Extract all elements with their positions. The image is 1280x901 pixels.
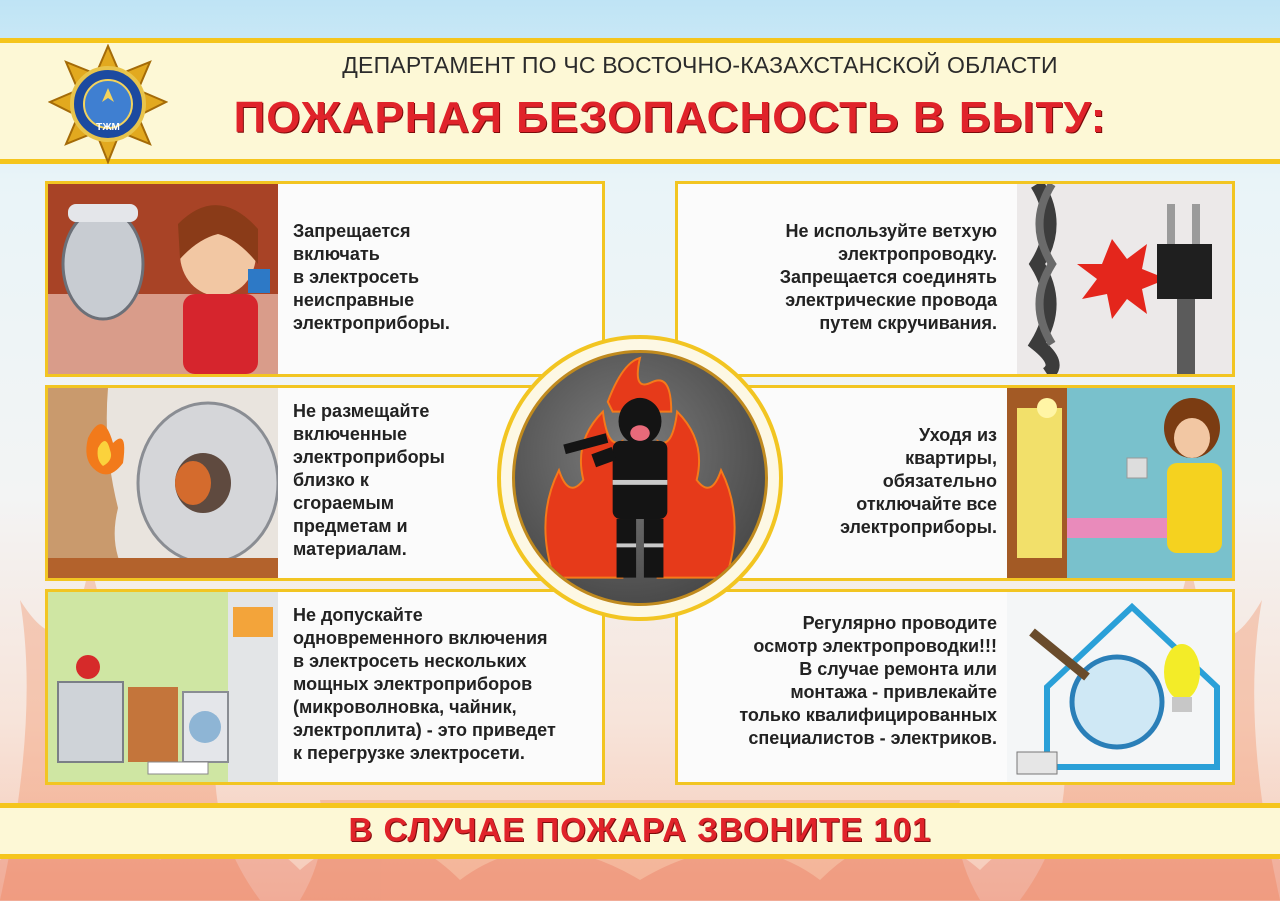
house-wiring-inspection-illustration (1007, 592, 1232, 782)
department-name: ДЕПАРТАМЕНТ ПО ЧС ВОСТОЧНО-КАЗАХСТАНСКОЙ ОБЛАСТИ (342, 52, 1058, 78)
page-title: ПОЖАРНАЯ БЕЗОПАСНОСТЬ В БЫТУ: (233, 93, 1107, 142)
emergency-call-text: В СЛУЧАЕ ПОЖАРА ЗВОНИТЕ 101 (348, 811, 932, 848)
tip-text: Не используйте ветхую электропроводку. Запрещается соединять электрические провода путем скручивания. (779, 221, 997, 333)
tip-card-faulty-appliances (45, 181, 605, 377)
tip-text: Не допускайте одновременного включения в электросеть нескольких мощных электроприборов (микроволновка, чайник, электроплита) - это приведет к перегрузке электросети. (293, 605, 556, 763)
kitchen-appliances-illustration (48, 592, 278, 782)
firefighter-flames-icon (515, 353, 765, 603)
emblem-text: ТЖМ (96, 122, 120, 133)
tip-text: Уходя из квартиры, обязательно отключайте все электроприборы. (840, 425, 997, 537)
tip-text: Запрещается включать в электросеть неисправные электроприборы. (293, 221, 450, 333)
tip-card-inspection (675, 589, 1235, 785)
center-disc (512, 350, 768, 606)
twisted-wires-illustration (1017, 184, 1232, 374)
tip-text: Регулярно проводите осмотр электропроводки!!! В случае ремонта или монтажа - привлекайте только квалифицированных специалистов - электриков. (739, 613, 997, 748)
tip-text: Не размещайте включенные электроприборы близко к сгораемым предметам и материалам. (293, 401, 445, 559)
tip-card-overload (45, 589, 605, 785)
emergency-department-emblem (48, 44, 168, 164)
woman-unplugging-illustration (1007, 388, 1232, 578)
heater-curtain-fire-illustration (48, 388, 278, 578)
girl-kettle-illustration (48, 184, 278, 374)
tip-card-old-wiring (675, 181, 1235, 377)
